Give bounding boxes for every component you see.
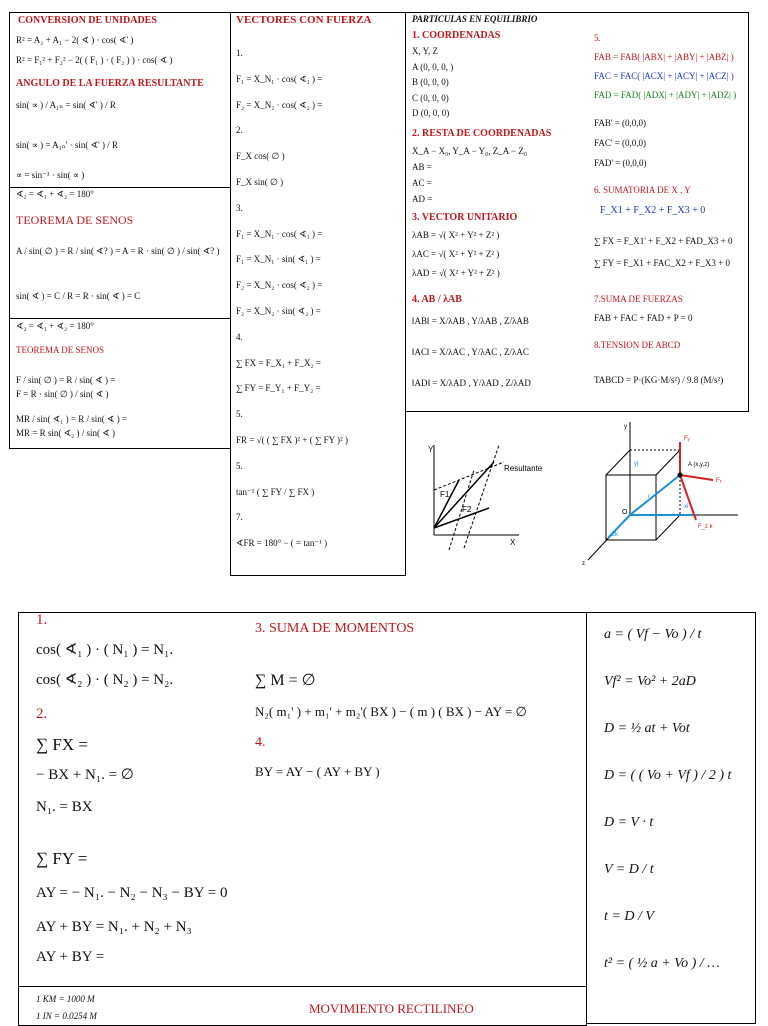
fab-eq: FAB = FAB( |ABX| + |ABY| + |ABZ| ) [594,52,734,62]
z-label: z [582,561,585,567]
resta-line: X_A − X₀, Y_A − Y₀, Z_A − Z₀ [412,146,527,156]
unit-line: λAB = √( X² + Y² + Z² ) [412,230,500,240]
unit-line: λAC = √( X² + Y² + Z² ) [412,249,500,259]
point-a [678,473,683,478]
box3-lines-line: F₁ = X_N₁ · cos( ∢₁ ) = [236,228,323,239]
fad-eq: FAD = FAD( |ADX| + |ADY| + |ADZ| ) [594,90,737,100]
senos-eq-2: sin( ∢ ) = C / R = R · sin( ∢ ) = C [16,291,141,301]
fz-arrow [680,475,696,520]
sumatoria-sum: F_X1 + F_X2 + F_X3 + 0 [600,205,706,216]
box3-lines-line: 7. [236,512,243,523]
angle-eq-1: sin( ∝ ) / A₁ₙ = sin( ∢' ) / R [16,100,116,110]
vectores-title: VECTORES CON FUERZA [236,14,372,26]
law-cosines-2: R² = F₁² + F₂² − 2( ( F₁ ) · ( F₂ ) ) · cos( ∢ ) [16,55,173,65]
eq-9: AY + BY = [36,949,105,965]
resultant-vector-diagram [414,440,564,560]
norms-line: ‖AC‖ = X/λAC , Y/λAC , Z/λAC [412,347,529,357]
box3-lines-line: F_X cos( ∅ ) [236,151,285,162]
step-1: 1. [36,612,48,628]
fac-eq: FAC = FAC( |ACX| + |ACY| + |ACZ| ) [594,71,734,81]
box3-lines-line: 4. [236,331,243,342]
box6-lines-line: Vf² = Vo² + 2aD [604,674,696,689]
step-2: 2. [36,706,48,722]
sumatoria-title: 6. SUMATORIA DE X , Y [594,185,691,195]
box3-lines-line: tan⁻¹ ( ∑ FY / ∑ FX ) [236,486,315,497]
box3-lines-line: F₂ = X_N₂ · cos( ∢₂ ) = [236,99,323,110]
box6-lines-line: a = ( Vf − Vo ) / t [604,627,702,642]
box3-lines-line: 3. [236,202,243,213]
f1-label: F1 [440,490,450,499]
senos2-eq-2b: MR = R sin( ∢₂ ) / sin( ∢ ) [16,428,116,438]
law-cosines-1: R² = A₂ + A₁ − 2( ∢ ) · cos( ∢' ) [16,35,134,45]
unitario-title: 3. VECTOR UNITARIO [412,212,518,223]
f2-label: F2 [462,505,472,514]
box3-lines-line: F_X sin( ∅ ) [236,177,284,187]
eq-3: ∑ FX = [36,735,88,754]
km-conversion: 1 KM = 1000 M [36,994,95,1004]
s6eqs-line: ∑ FY = F_X1 + FAC_X2 + F_X3 + 0 [594,258,730,268]
by-eq: BY = AY − ( AY + BY ) [255,764,380,779]
s6eqs-line: ∑ FX = F_X1' + F_X2 + FAD_X3 + 0 [594,236,733,246]
suma-fuerzas-eq: FAB + FAC + FAD + P = 0 [594,313,693,323]
eq-6: ∑ FY = [36,849,88,868]
zeros-line: FAC' = (0,0,0) [594,138,647,148]
angle-eq-3: ∝ = sin⁻¹ · sin( ∝ ) [16,170,85,180]
zk-label: zk [612,532,618,538]
in-conversion: 1 IN = 0.0254 M [36,1011,97,1021]
box3-lines-line: 5. [236,460,243,471]
eq-8: AY + BY = N₁. + N₂ + N₃ [36,919,192,935]
senos2-eq-2a: MR / sin( ∢₁ ) = R / sin( ∢ ) = [16,414,128,424]
resultante-label: Resultante [504,464,543,473]
box3-lines-line: ∢FR = 180° − ( = tan⁻¹ ) [236,538,328,549]
box3-lines-line: ∑ FX = F_X₁ + F_X₂ = [236,357,321,368]
origin-label: O [622,509,628,516]
eq-1: cos( ∢₁ ) · ( N₁ ) = N₁. [36,642,174,658]
zeros-line: FAD' = (0,0,0) [594,158,647,168]
eq-7: AY = − N₁. − N₂ − N₃ − BY = 0 [36,885,228,901]
equilibrio-title: PARTICULAS EN EQUILIBRIO [412,14,538,24]
tension-title: 8.TENSION DE ABCD [594,340,681,350]
box3-lines-line: F₂ = X_N₂ · sin( ∢₂ ) = [236,306,321,316]
coords-line: B (0, 0, 0) [412,77,449,87]
angle-eq-2: sin( ∝ ) = A₁ₙ' · sin( ∢' ) / R [16,140,118,150]
box6-lines-line: D = ½ at + Vot [604,721,690,736]
eq-4: − BX + N₁. = ∅ [36,767,134,783]
eq-2: cos( ∢₂ ) · ( N₂ ) = N₂. [36,672,174,688]
box3-lines-line: F₁ = X_N₁ · cos( ∢₁ ) = [236,73,323,84]
coords-line: X, Y, Z [412,46,439,56]
point-a-label: A (x,y,z) [688,462,710,468]
angle-sum-2: ∢₂ = ∢₁ + ∢₂ = 180° [16,321,94,331]
senos-title: TEOREMA DE SENOS [16,213,134,227]
moment-sum: ∑ M = ∅ [255,672,316,689]
fx-arrow [680,475,713,480]
box3-lines-line: ∑ FY = F_Y₁ + F_Y₂ = [236,383,321,394]
units-box [18,986,587,1026]
y-label: Y [428,445,434,454]
y-label: y [624,424,627,430]
senos2-eq-1a: F / sin( ∅ ) = R / sin( ∢ ) = [16,375,116,385]
box6-lines-line: V = D / t [604,862,654,877]
suma-fuerzas-title: 7.SUMA DE FUERZAS [594,294,683,304]
step-3: 3. SUMA DE MOMENTOS [255,621,415,636]
box-edge [656,450,680,475]
zeros-line: FAB' = (0,0,0) [594,118,647,128]
3d-force-diagram [578,420,748,570]
resta-line: AB = [412,162,432,172]
box3-lines-line: 2. [236,125,243,136]
r-label: r [648,494,650,500]
box3-lines-line: F₂ = X_N₂ · cos( ∢₂ ) = [236,280,323,291]
fx-label: Fₓ [716,478,722,484]
box6-lines-line: D = V · t [604,815,654,830]
box-outline [630,450,680,515]
coords-line: C (0, 0, 0) [412,92,449,103]
norms-line: ‖AB‖ = X/λAB , Y/λAB , Z/λAB [412,316,529,326]
box-edge [656,515,680,540]
x-label: X [510,538,516,547]
yj-label: yj [634,461,639,467]
angle-resultant-title: ANGULO DE LA FUERZA RESULTANTE [16,78,204,89]
senos-title-2: TEOREMA DE SENOS [16,345,105,355]
senos2-eq-1b: F = R · sin( ∅ ) / sin( ∢ ) [16,389,109,399]
eq-5: N₁. = BX [36,799,93,815]
resta-line: AD = [412,194,433,204]
step-4: 4. [255,735,266,750]
dashed-line [464,445,499,548]
resta-line: AC = [412,178,432,188]
senos-eq-1: A / sin( ∅ ) = R / sin( ∢? ) = A = R · sin( ∅ ) / sin( ∢? ) [16,246,220,256]
norm-title: 4. AB / λAB [412,294,462,305]
box3-lines-line: FR = √( ( ∑ FX )² + ( ∑ FY )² ) [236,435,348,445]
angle-sum: ∢₂ = ∢₁ + ∢₂ = 180° [16,189,94,199]
coords-line: D (0, 0, 0) [412,108,450,118]
tension-eq: TABCD = P·(KG·M/s²) / 9.8 (M/s²) [594,375,724,385]
box6-lines-line: t² = ( ½ a + Vo ) / … [604,956,720,971]
box-outline [606,475,656,540]
box-edge [606,450,630,475]
box3-lines-line: 5. [236,409,243,420]
fzk-label: F_z k [698,524,713,530]
box3-lines-line: 1. [236,48,243,58]
xi-label: xi [684,504,689,510]
norms-line: ‖AD‖ = X/λAD , Y/λAD , Z/λAD [412,378,531,388]
box6-lines-line: D = ( ( Vo + Vf ) / 2 ) t [604,768,732,783]
conversion-title: CONVERSION DE UNIDADES [18,15,157,26]
box6-lines-line: t = D / V [604,909,654,924]
step5-label: 5. [594,33,601,43]
coordenadas-title: 1. COORDENADAS [412,30,501,41]
moment-eq: N₂( m₁' ) + m₁' + m₂'( BX ) − ( m ) ( BX ) − AY = ∅ [255,704,527,719]
resta-title: 2. RESTA DE COORDENADAS [412,128,552,139]
movimiento-title: MOVIMIENTO RECTILINEO [309,1001,474,1016]
fy-label: Fᵧ [684,436,690,442]
r-vector [630,475,680,515]
box3-lines-line: F₁ = X_N₁ · sin( ∢₁ ) = [236,254,321,265]
coords-line: A (0, 0, 0, ) [412,61,454,72]
unit-line: λAD = √( X² + Y² + Z² ) [412,268,500,278]
